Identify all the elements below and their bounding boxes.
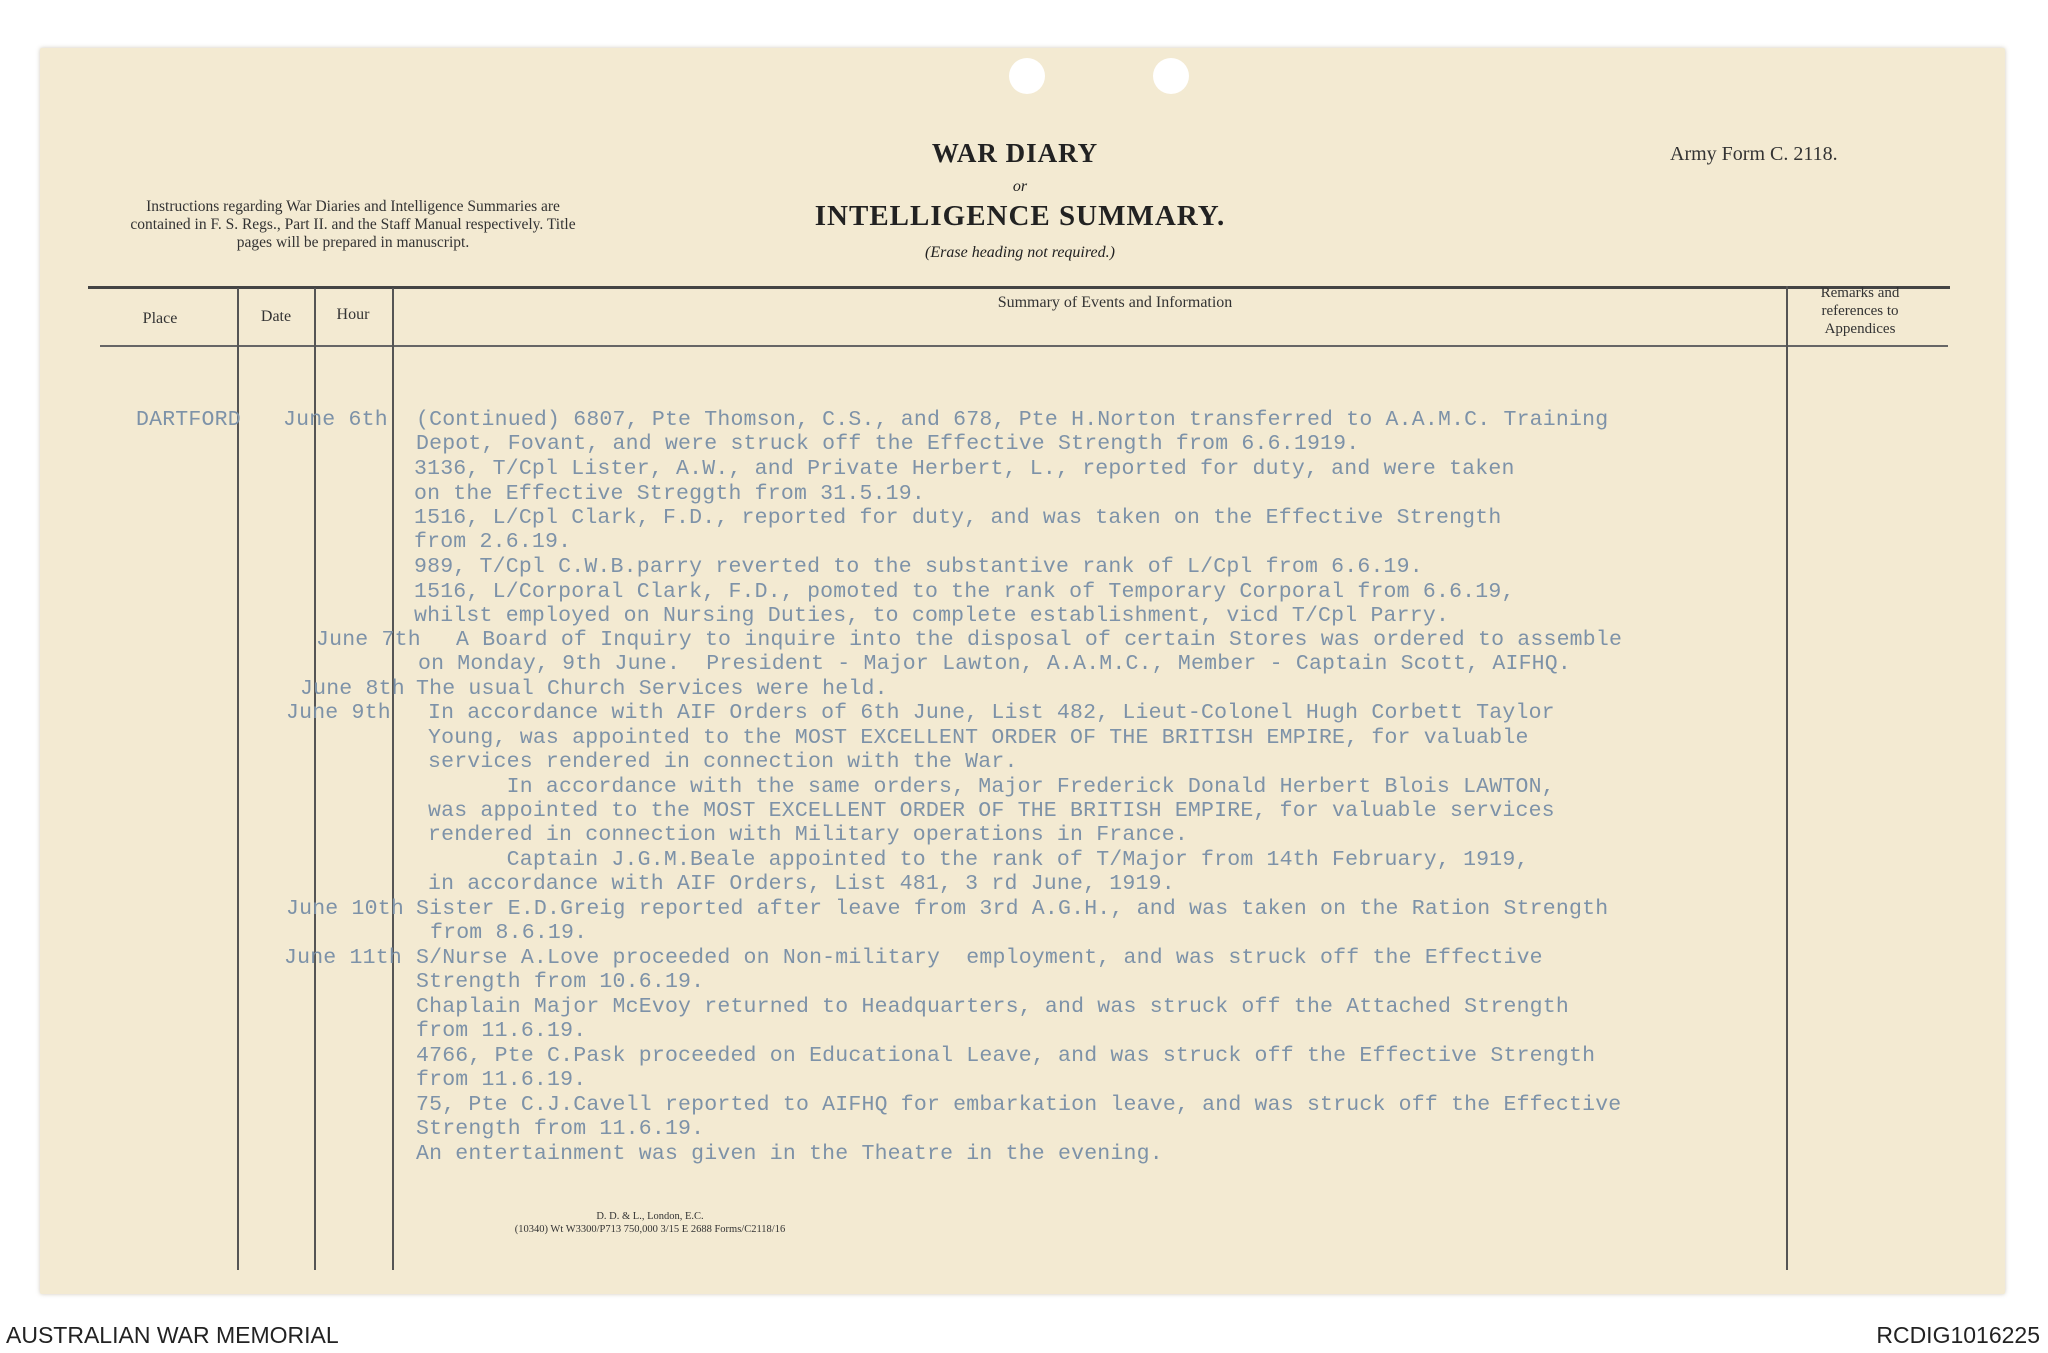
entry-line: In accordance with the same orders, Major Frederick Donald Herbert Blois LAWTON,	[428, 775, 1555, 799]
header-bottom-rule	[100, 345, 1948, 347]
printer-imprint	[455, 1210, 845, 1236]
entry-line: S/Nurse A.Love proceeded on Non-military employment, and was struck off the Effective	[416, 946, 1543, 970]
instructions-note: Instructions regarding War Diaries and Intelligence Summaries are contained in F. S. Regs., Part II. and the Staff Manual respectively. Title pages will be prepared in manuscript.	[130, 198, 576, 251]
entry-line: 1516, L/Corporal Clark, F.D., pomoted to the rank of Temporary Corporal from 6.6.19,	[414, 580, 1515, 604]
imprint-line: (10340) Wt W3300/P713 750,000 3/15 E 2688 Forms/C2118/16	[514, 1224, 786, 1235]
entry-line: from 11.6.19.	[416, 1019, 587, 1043]
entry-line: Young, was appointed to the MOST EXCELLENT ORDER OF THE BRITISH EMPIRE, for valuable	[428, 726, 1529, 750]
column-rule-summary	[1786, 286, 1788, 1270]
entry-line: 3136, T/Cpl Lister, A.W., and Private Herbert, L., reported for duty, and were taken	[414, 457, 1515, 481]
entry-line: A Board of Inquiry to inquire into the disposal of certain Stores was ordered to assemble	[456, 628, 1623, 652]
entry-line: Captain J.G.M.Beale appointed to the rank of T/Major from 14th February, 1919,	[428, 848, 1529, 872]
entry-date: June 7th	[316, 628, 421, 652]
punch-hole-right	[1153, 58, 1189, 94]
entry-date: June 10th	[286, 897, 404, 921]
entry-line: whilst employed on Nursing Duties, to complete establishment, vicd T/Cpl Parry.	[414, 604, 1450, 628]
column-header-place: Place	[142, 310, 178, 327]
entry-line: from 11.6.19.	[416, 1068, 587, 1092]
punch-hole-left	[1009, 58, 1045, 94]
entry-line: Chaplain Major McEvoy returned to Headquarters, and was struck off the Attached Strength	[416, 995, 1569, 1019]
entry-line: on Monday, 9th June. President - Major Lawton, A.A.M.C., Member - Captain Scott, AIFHQ.	[418, 652, 1571, 676]
imprint-line: D. D. & L., London, E.C.	[596, 1211, 704, 1222]
column-header-date: Date	[260, 308, 292, 325]
entry-line: Sister E.D.Greig reported after leave from 3rd A.G.H., and was taken on the Ration Strength	[416, 897, 1609, 921]
entry-line: Strength from 11.6.19.	[416, 1117, 705, 1141]
column-header-summary: Summary of Events and Information	[997, 294, 1233, 311]
entry-line: An entertainment was given in the Theatre in the evening.	[416, 1142, 1163, 1166]
column-header-hour: Hour	[336, 306, 370, 323]
entry-line: was appointed to the MOST EXCELLENT ORDER OF THE BRITISH EMPIRE, for valuable services	[428, 799, 1555, 823]
column-rule-hour	[392, 288, 394, 1270]
entry-line: In accordance with AIF Orders of 6th June, List 482, Lieut-Colonel Hugh Corbett Taylor	[428, 701, 1555, 725]
entry-line: Depot, Fovant, and were struck off the Effective Strength from 6.6.1919.	[416, 432, 1360, 456]
entry-line: services rendered in connection with the War.	[428, 750, 1018, 774]
entry-line: rendered in connection with Military operations in France.	[428, 823, 1188, 847]
entry-line: on the Effective Streggth from 31.5.19.	[414, 482, 925, 506]
entry-date: June 6th	[283, 408, 388, 432]
entry-line: The usual Church Services were held.	[416, 677, 888, 701]
entry-line: (Continued) 6807, Pte Thomson, C.S., and 678, Pte H.Norton transferred to A.A.M.C. Training	[416, 408, 1609, 432]
entry-line: 989, T/Cpl C.W.B.parry reverted to the substantive rank of L/Cpl from 6.6.19.	[414, 555, 1423, 579]
table-top-rule	[88, 286, 1950, 289]
entry-line: from 8.6.19.	[430, 921, 588, 945]
page-subtitle: INTELLIGENCE SUMMARY.	[814, 200, 1226, 232]
erase-note: (Erase heading not required.)	[925, 244, 1115, 261]
entry-date: June 11th	[284, 946, 402, 970]
entry-line: from 2.6.19.	[414, 530, 572, 554]
entry-date: June 8th	[300, 677, 405, 701]
entry-line: 75, Pte C.J.Cavell reported to AIFHQ for embarkation leave, and was struck off the Effective	[416, 1093, 1622, 1117]
column-header-remarks: Remarks and references to Appendices	[1820, 285, 1900, 337]
army-form-number: Army Form C. 2118.	[1670, 143, 1838, 165]
column-rule-place	[237, 288, 239, 1270]
entry-date: June 9th	[286, 701, 391, 725]
column-rule-date	[314, 288, 316, 1270]
footer-item-id: RCDIG1016225	[1876, 1322, 2040, 1348]
footer-credit: AUSTRALIAN WAR MEMORIAL	[6, 1322, 339, 1348]
entry-line: 1516, L/Cpl Clark, F.D., reported for duty, and was taken on the Effective Strength	[414, 506, 1502, 530]
entry-line: in accordance with AIF Orders, List 481, 3 rd June, 1919.	[428, 872, 1175, 896]
entry-line: Strength from 10.6.19.	[416, 970, 705, 994]
entry-line: 4766, Pte C.Pask proceeded on Educational Leave, and was struck off the Effective Strength	[416, 1044, 1596, 1068]
title-conjunction: or	[1012, 178, 1028, 195]
entry-place: DARTFORD	[136, 408, 241, 432]
page-title: WAR DIARY	[931, 138, 1099, 168]
